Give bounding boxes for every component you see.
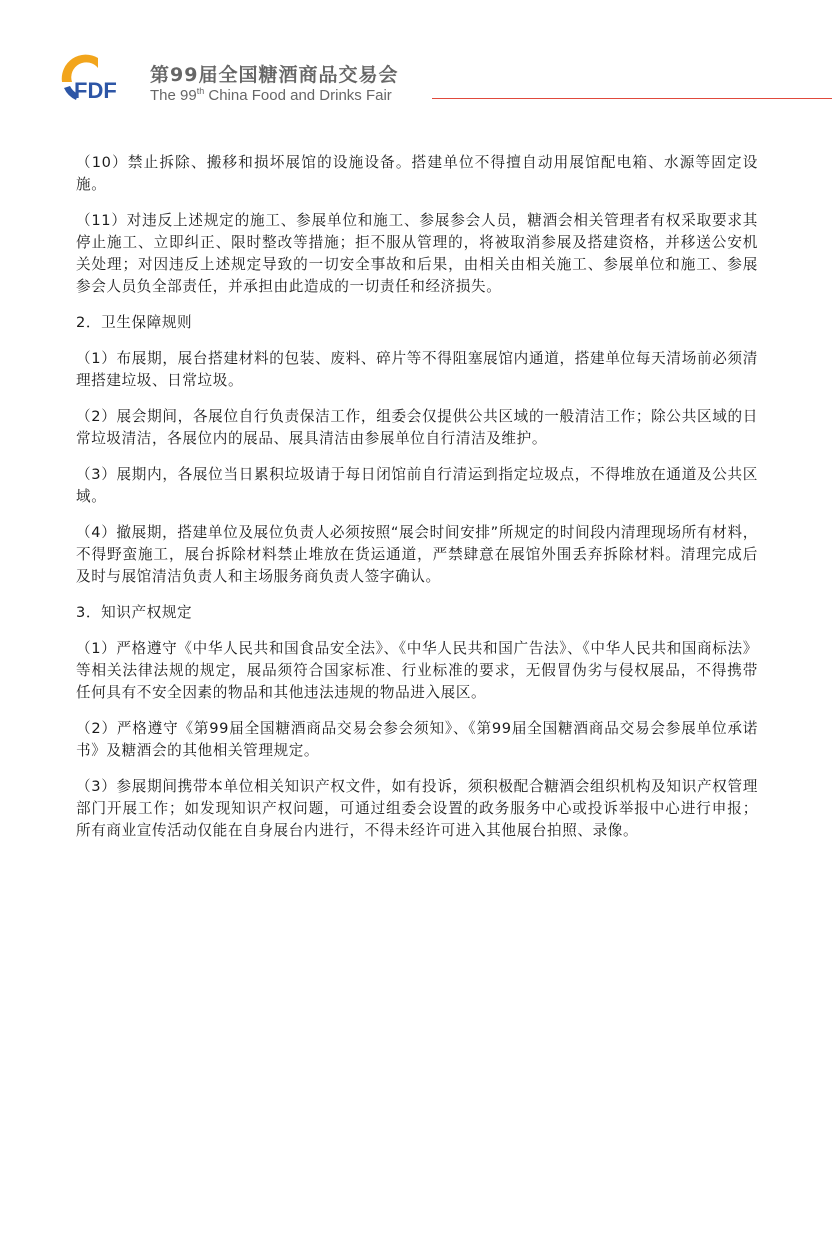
hygiene-paragraph-3: （3）展期内，各展位当日累积垃圾请于每日闭馆前自行清运到指定垃圾点，不得堆放在通道及公共区域。 [76,466,758,505]
ip-paragraph-1: （1）严格遵守《中华人民共和国食品安全法》、《中华人民共和国广告法》、《中华人民共和国商标法》等相关法律法规的规定，展品须符合国家标准、行业标准的要求，无假冒伪劣与侵权展品，不得携带任何具有不安全因素的物品和其他违法违规的物品进入展区。 [76,640,758,701]
ip-paragraph-2: （2）严格遵守《第99届全国糖酒商品交易会参会须知》、《第99届全国糖酒商品交易会参展单位承诺书》及糖酒会的其他相关管理规定。 [76,720,758,759]
document-body [76,152,758,856]
paragraph-11: （11）对违反上述规定的施工、参展单位和施工、参展参会人员，糖酒会相关管理者有权采取要求其停止施工、立即纠正、限时整改等措施；拒不服从管理的，将被取消参展及搭建资格，并移送公安机关处理；对因违反上述规定导致的一切安全事故和后果，由相关由相关施工、参展单位和施工、参展参会人员负全部责任，并承担由此造成的一切责任和经济损失。 [76,212,758,295]
section-heading-hygiene: 2．卫生保障规则 [76,314,193,331]
paragraph-10: （10）禁止拆除、搬移和损坏展馆的设施设备。搭建单位不得擅自动用展馆配电箱、水源等固定设施。 [76,154,758,193]
hygiene-paragraph-4: （4）撤展期，搭建单位及展位负责人必须按照“展会时间安排”所规定的时间段内清理现场所有材料，不得野蛮施工，展台拆除材料禁止堆放在货运通道，严禁肆意在展馆外围丢弃拆除材料。清理完成后及时与展馆清洁负责人和主场服务商负责人签字确认。 [76,524,758,585]
ip-paragraph-3: （3）参展期间携带本单位相关知识产权文件，如有投诉，须积极配合糖酒会组织机构及知识产权管理部门开展工作；如发现知识产权问题，可通过组委会设置的政务服务中心或投诉举报中心进行申报；所有商业宣传活动仅能在自身展台内进行，不得未经许可进入其他展台拍照、录像。 [76,778,758,839]
fair-title-chinese: 第99届全国糖酒商品交易会 [150,64,399,86]
title-en-suffix: China Food and Drinks Fair [204,87,392,104]
title-en-sup: th [196,86,205,96]
hygiene-paragraph-1: （1）布展期，展台搭建材料的包装、废料、碎片等不得阻塞展馆内通道，搭建单位每天清场前必须清理搭建垃圾、日常垃圾。 [76,350,758,389]
page-header [0,0,832,120]
section-heading-ip: 3．知识产权规定 [76,604,193,621]
title-en-prefix: The 99 [150,87,197,104]
hygiene-paragraph-2: （2）展会期间，各展位自行负责保洁工作，组委会仅提供公共区域的一般清洁工作；除公共区域的日常垃圾清洁，各展位内的展品、展具清洁由参展单位自行清洁及维护。 [76,408,758,447]
header-divider [432,98,832,99]
logo-text: FDF [74,78,117,103]
fair-title-english [150,86,392,104]
